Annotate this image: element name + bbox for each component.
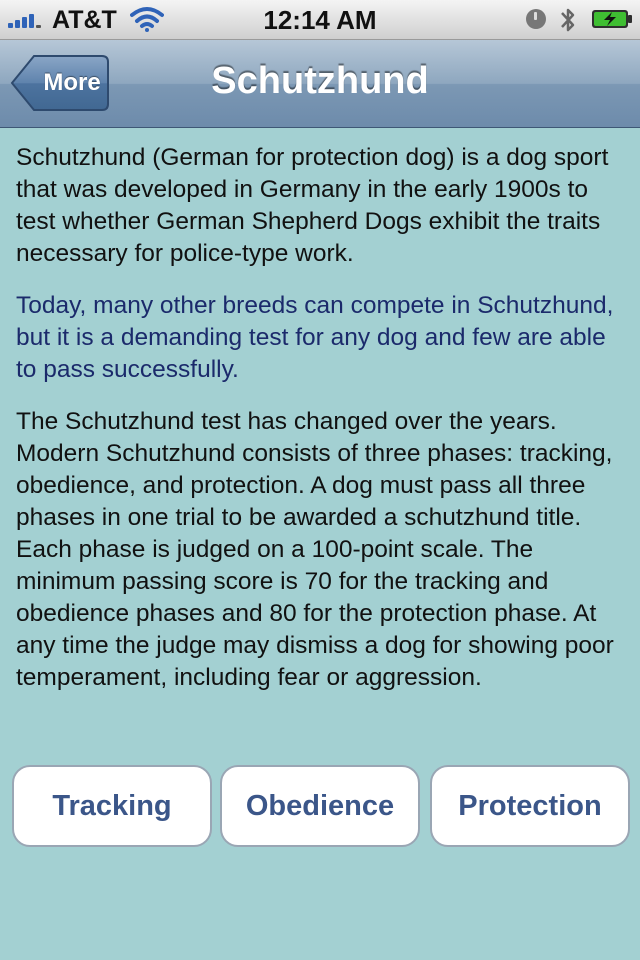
tracking-button[interactable]: Tracking [12,765,212,847]
navigation-bar [0,40,640,128]
paragraph-intro: Schutzhund (German for protection dog) is a dog sport that was developed in Germany in the early 1900s to test whether German Shepherd Dogs exhibit the traits necessary for police-type work. [16,144,609,267]
paragraph-breeds: Today, many other breeds can compete in Schutzhund, but it is a demanding test for any dog and few are able to pass successfully. [16,292,614,383]
clock-icon [526,9,546,29]
carrier-label: AT&T [52,6,117,34]
status-time: 12:14 AM [263,5,377,35]
battery-charging-icon [591,9,633,29]
obedience-button[interactable]: Obedience [220,765,420,847]
paragraph-phases: The Schutzhund test has changed over the years. Modern Schutzhund consists of three phases: tracking, obedience, and protection. A dog must pass all three phases in one trial to be awarded a schutzhund title. Each phase is judged on a 100-point scale. The minimum passing score is 70 for the tracking and obedience phases and 80 for the protection phase. At any time the judge may dismiss a dog for showing poor temperament, including fear or aggression. [16,408,614,691]
status-bar [0,0,640,40]
protection-button[interactable]: Protection [430,765,630,847]
phase-button-group [12,765,630,849]
page-title: Schutzhund [211,60,429,102]
article-content [16,142,624,714]
back-button[interactable] [10,54,110,112]
back-button-label: More [43,69,101,96]
bluetooth-icon [558,5,578,35]
